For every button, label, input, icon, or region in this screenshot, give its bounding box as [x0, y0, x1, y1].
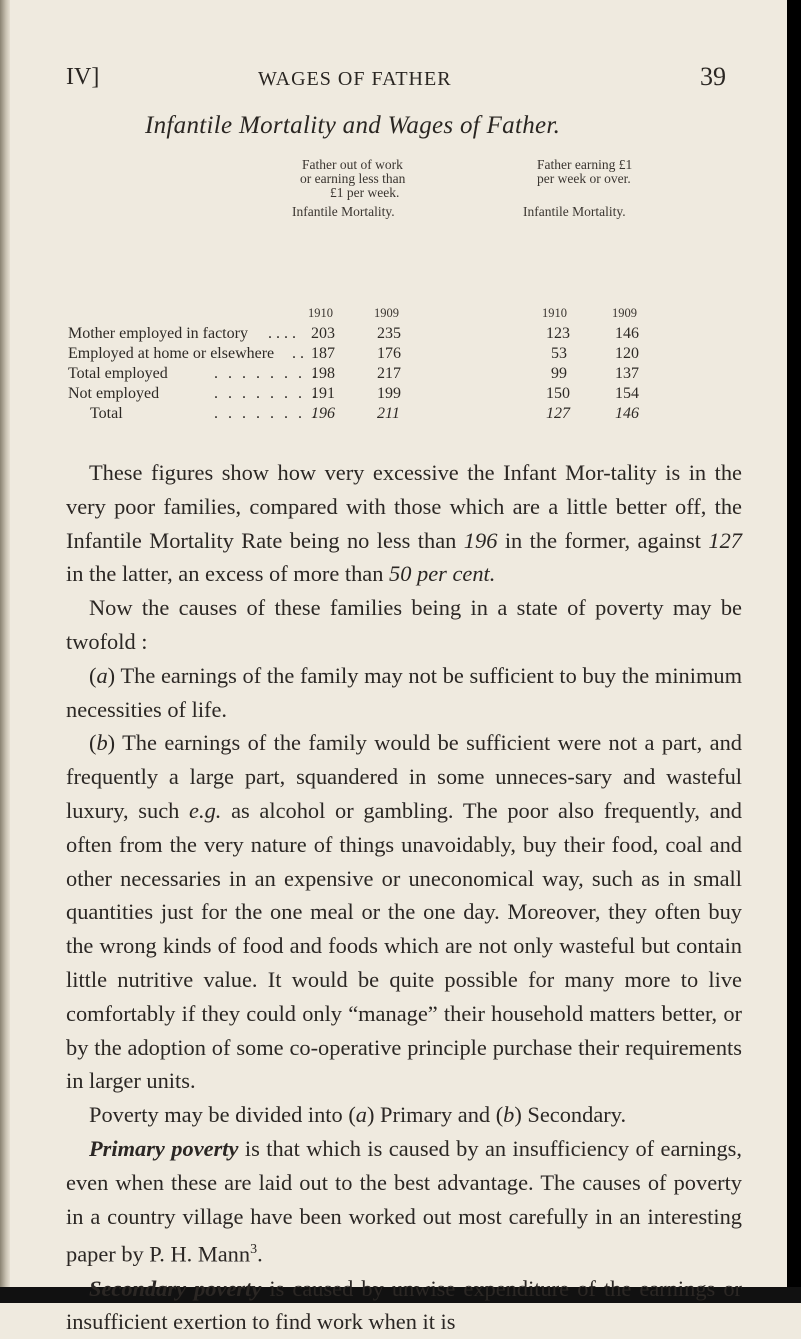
footnote-ref: 3	[250, 1242, 258, 1258]
paragraph: Now the causes of these families being in a state of poverty may be twofold :	[66, 595, 742, 654]
paragraph: (b) The earnings of the family would be sufficient were not a part, and frequently a large part, squandered in some unneces-sary and wasteful luxury, such e.g. as alcohol or gambling. The poor also frequently, and often from the very nature of things unavoidably, buy their food, coal and other necessaries in an expensive or uneconomical way, such as in small quantities just for the one meal or the one day. Moreover, they often buy the wrong kinds of food and foods which are not only wasteful but contain little nutritive value. It would be quite possible for many more to live comfortably if they could only “manage” their household matters better, or by the adoption of some co-operative principle purchase their requirements in larger units.	[66, 730, 742, 1094]
row-label: Not employed	[68, 385, 160, 402]
group1-line2: or earning less than	[300, 171, 406, 186]
text-run: ) Secondary.	[514, 1102, 627, 1128]
table-row	[0, 385, 801, 403]
leader-dots: . .	[292, 345, 304, 362]
text-run: in the latter, an excess of more than	[66, 561, 390, 587]
group2-line4: Infantile Mortality.	[523, 204, 626, 219]
cell-value: 123	[546, 325, 570, 342]
column-group-header-high-wage	[523, 158, 632, 219]
leader-dots: . . . .	[268, 325, 296, 342]
cell-value: 127	[546, 405, 570, 422]
table-row	[0, 325, 801, 343]
running-title: WAGES OF FATHER	[258, 68, 452, 90]
year-header-col1: 1910	[308, 306, 333, 320]
row-label: Mother employed in factory	[68, 325, 248, 342]
italic-percent: 50 per cent.	[389, 561, 496, 587]
enum-marker: a	[96, 662, 108, 688]
enum-marker: a	[355, 1102, 367, 1128]
table-row-total	[0, 405, 801, 423]
leader-dots: . . . . . . . .	[214, 405, 316, 422]
cell-value: 235	[377, 325, 401, 342]
year-header-col2: 1909	[374, 306, 399, 320]
group1-line3: £1 per week.	[330, 185, 400, 200]
text-run: is that which is caused by an insufficiency of earnings, even when these are laid out to the best advantage. The causes of poverty in a country village have been worked out most carefully in an interesting paper by P. H. Mann	[66, 1135, 742, 1267]
enum-marker: b	[96, 730, 108, 756]
enum-marker: b	[503, 1102, 515, 1128]
group1-line4: Infantile Mortality.	[292, 204, 395, 219]
text-run: in the former, against	[497, 527, 709, 553]
row-label: Total	[90, 405, 123, 422]
defined-term: Primary poverty	[89, 1135, 239, 1161]
page-edge-right	[787, 0, 801, 1303]
cell-value: 187	[311, 345, 335, 362]
cell-value: 146	[615, 405, 639, 422]
text-run: .	[257, 1241, 263, 1267]
paragraph: (a) The earnings of the family may not be sufficient to buy the minimum necessities of life.	[66, 662, 742, 722]
group1-line1: Father out of work	[302, 157, 403, 172]
table-title: Infantile Mortality and Wages of Father.	[145, 112, 561, 139]
chapter-number: IV]	[66, 64, 100, 90]
cell-value: 196	[311, 405, 335, 422]
text-run: These figures show how very excessive the Infant Mor-tality is in the very poor families, compared with those which are a little better off, the Infantile Mortality Rate being no less than	[66, 460, 742, 553]
year-header-col4: 1909	[612, 306, 637, 320]
paragraph	[66, 1272, 742, 1339]
text-run: The earnings of the family may not be sufficient to buy the minimum necessities of life.	[66, 662, 742, 722]
cell-value: 198	[311, 365, 335, 382]
running-header	[0, 62, 801, 102]
cell-value: 176	[377, 345, 401, 362]
cell-value: 146	[615, 325, 639, 342]
paragraph	[66, 1132, 742, 1272]
table-row	[0, 345, 801, 363]
table-row	[0, 365, 801, 383]
cell-value: 99	[551, 365, 567, 382]
row-label: Employed at home or elsewhere	[68, 345, 275, 362]
paragraph	[66, 1098, 742, 1132]
page-number: 39	[700, 62, 726, 91]
cell-value: 217	[377, 365, 401, 382]
column-group-header-low-wage	[292, 158, 405, 219]
book-gutter	[0, 0, 10, 1303]
cell-value: 53	[551, 345, 567, 362]
cell-value: 150	[546, 385, 570, 402]
italic-number: 196	[463, 527, 498, 553]
cell-value: 191	[311, 385, 335, 402]
text-run: is caused by unwise expenditure of the earnings or insufficient exertion to find work when it is	[66, 1275, 742, 1335]
leader-dots: . . . . . . . .	[214, 365, 316, 382]
group2-line2: per week or over.	[537, 171, 631, 186]
year-header-col3: 1910	[542, 306, 567, 320]
cell-value: 203	[311, 325, 335, 342]
text-run: ) Primary and (	[366, 1102, 504, 1128]
cell-value: 137	[615, 365, 639, 382]
body-text	[66, 456, 742, 1339]
leader-dots: . . . . . . . .	[214, 385, 316, 402]
cell-value: 199	[377, 385, 401, 402]
cell-value: 120	[615, 345, 639, 362]
text-run: as alcohol or gambling. The poor also frequently, and often from the very nature of things unavoidably, buy their food, coal and other necessaries in an expensive or uneconomical way, such as in small quantities just for the one meal or the one day. Moreover, they often buy the wrong kinds of food and foods which are not only wasteful but contain little nutritive value. It would be quite possible for many more to live comfortably if they could only “manage” their household matters better, or by the adoption of some co-operative principle purchase their requirements in larger units.	[66, 797, 742, 1094]
defined-term: Secondary poverty	[89, 1275, 262, 1301]
italic-number: 127	[708, 527, 742, 553]
italic-abbrev: e.g.	[189, 797, 222, 823]
cell-value: 154	[615, 385, 639, 402]
cell-value: 211	[377, 405, 400, 422]
group2-line1: Father earning £1	[537, 157, 633, 172]
row-label: Total employed	[68, 365, 168, 382]
text-run: Poverty may be divided into (	[89, 1102, 356, 1128]
paragraph	[66, 456, 742, 591]
text-run: The earnings of the family would be sufficient were not a part, and frequently a large part, squandered in some unneces-sary and wasteful luxury, such	[66, 730, 742, 823]
